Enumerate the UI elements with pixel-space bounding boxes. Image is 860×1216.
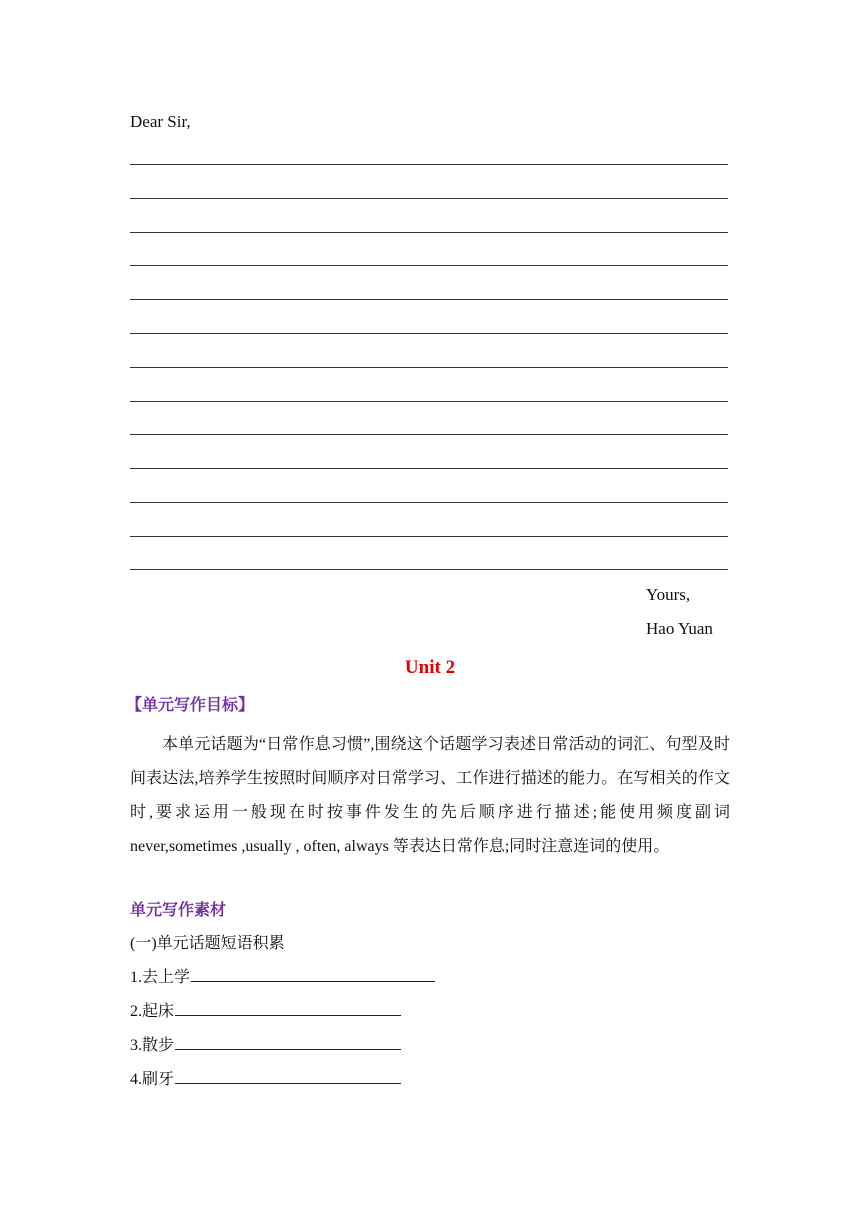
phrase-item <box>130 1069 401 1091</box>
phrase-label: 4.刷牙 <box>130 1071 175 1088</box>
goals-paragraph <box>130 728 730 864</box>
phrase-label: 2.起床 <box>130 1003 175 1020</box>
writing-line[interactable] <box>130 468 728 469</box>
answer-blank[interactable] <box>175 1035 401 1050</box>
writing-line[interactable] <box>130 299 728 300</box>
phrase-item <box>130 1001 401 1023</box>
letter-closing: Yours, <box>646 585 691 604</box>
materials-heading: 单元写作素材 <box>130 900 227 919</box>
writing-line[interactable] <box>130 164 728 165</box>
unit-title: Unit 2 <box>404 657 456 678</box>
writing-line[interactable] <box>130 401 728 402</box>
phrase-item <box>130 1035 401 1057</box>
answer-blank[interactable] <box>175 1069 401 1084</box>
writing-line[interactable] <box>130 232 728 233</box>
phrase-label: 1.去上学 <box>130 969 191 986</box>
writing-line[interactable] <box>130 198 728 199</box>
goals-paragraph-text: 本单元话题为“日常作息习惯”,围绕这个话题学习表述日常活动的词汇、句型及时间表达法,培养学生按照时间顺序对日常学习、工作进行描述的能力。在写相关的作文时,要求运用一般现在时按事件发生的先后顺序进行描述;能使用频度副词 never,sometimes ,usually , often, always 等表达日常作息;同时注意连词的使用。 <box>130 736 730 855</box>
writing-line[interactable] <box>130 569 728 570</box>
phrase-item <box>130 967 435 989</box>
letter-greeting: Dear Sir, <box>130 112 191 131</box>
writing-line[interactable] <box>130 367 728 368</box>
letter-signature: Hao Yuan <box>646 619 713 638</box>
phrase-label: 3.散步 <box>130 1037 175 1054</box>
writing-line[interactable] <box>130 502 728 503</box>
writing-line[interactable] <box>130 265 728 266</box>
answer-blank[interactable] <box>191 967 435 982</box>
goals-heading: 【单元写作目标】 <box>126 695 255 714</box>
writing-line[interactable] <box>130 536 728 537</box>
writing-line[interactable] <box>130 333 728 334</box>
writing-line[interactable] <box>130 434 728 435</box>
materials-subheading: (一)单元话题短语积累 <box>130 935 285 952</box>
answer-blank[interactable] <box>175 1001 401 1016</box>
